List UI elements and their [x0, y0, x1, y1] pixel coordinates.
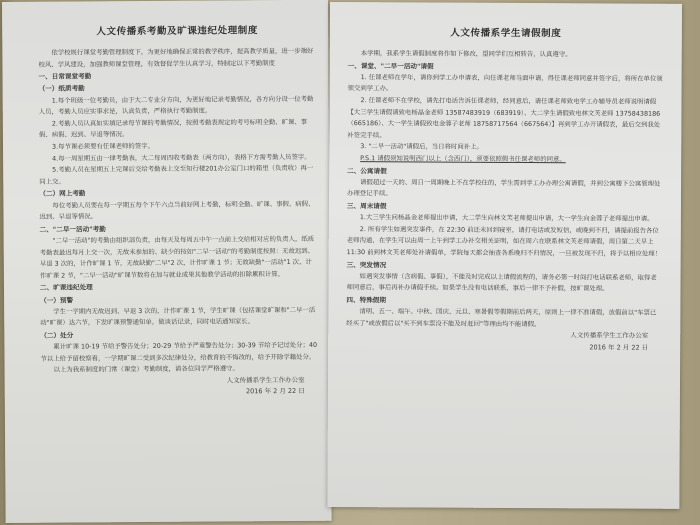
left-paragraph: 累计旷课 10-19 节给予警告处分；20-29 节给予严重警告处分；30-39 节给予记过处分；40 节以上给予留校察看，一学期旷课二受到多次纪律处分，给教育的不悔改的，给予开除学籍处分。	[40, 340, 318, 363]
left-paragraph: 3.每节课必须要有任课老师的签字。	[51, 141, 155, 151]
right-section-heading: 二、公寓请假	[347, 166, 387, 175]
left-paragraph: 学生一学期内无故迟到、早退 3 次的，计作旷课 1 节，学生旷课（包括课堂旷课和"二早一活动"旷课）达六节，下发旷课预警通知单，做谈话记录，同时电话通知家长。	[40, 305, 316, 328]
left-subsection-heading: （一）预警	[40, 296, 74, 305]
right-paragraph: 3. "二早一活动"请假后，当日将时间补上。	[360, 142, 483, 152]
left-subsection-heading: （二）网上考勤	[39, 189, 86, 199]
right-paragraph: 2. 任课老师不在学校，请先打电话告诉任课老师，经同意后，请任课老师致电学工办辅导员老师说明请假【大三学生请假请致电杨晶金老师 13587483919（683919）、大二学生请假致电林文芙老师 13758438186（665186）、大一学生请假致电金蓉子老师 18758717564（667564）】再到学工办开请假表，最后交到我处补签完手续。	[347, 96, 661, 140]
left-paragraph: 5.考勤人员在星期五上完课后交给考勤表上交至知行楼201办公室门口的箱里（负责收）再一同上交。	[39, 163, 314, 186]
right-paragraph: 1.大三学生问杨晶金老师提出申请，大二学生向林文芙老师提出申请，大一学生向金蓉子老师提出申请。	[359, 213, 654, 223]
left-paragraph: 每位考勤人员要在每一学期五每个下午六点当前好网上考勤，标明全勤、旷课、事假、病假、迟到、早退等情况。	[39, 199, 315, 221]
right-paragraph: 清明、五一、端午、中秋、国庆、元旦、寒暑假等假期前后两天，原则上一律不准请假，放假前以"车票已经买了"或放假后以"买不到车票没不能及时赶回"等理由均不能请假。	[346, 307, 657, 328]
left-document-title: 人文传播系考勤及旷课违纪处理制度	[96, 25, 259, 38]
left-section-heading: 一、日常课堂考勤	[38, 72, 92, 81]
right-section-heading: 三、周末请假	[346, 202, 387, 211]
right-paragraph: 2. 所有学生如遇突发事件，在 22:30 前还未回到寝室，请打电话或发短信，或晚到不归，请提前报告各位老师沟通，在学生可以由周一上午到学工办补交相关证明，如在周六在联系林文芙老师请假，周日第二天早上 11:30 前到林文芙老师处补请假单，学院每天都会抽查各系晚归不归情况，一旦被发现不归，将予以相应处理！	[346, 224, 662, 258]
right-note-paragraph: P.S.1 请假须知说明西门以上（含西门），须要依照假书任课老师的同意。	[360, 154, 566, 164]
left-closing-paragraph: 以上为我系制度的门常（课堂）考勤制度，请各位同学严格遵守。	[53, 364, 239, 374]
left-section-heading: 二、"二早一活动"考勤	[39, 225, 106, 234]
left-paragraph: 4.每一周星期五由一律考勤表，大二每周四收考勤表（两方向），表格下方需考勤人员签字。	[52, 152, 311, 163]
left-intro-paragraph: 依学校规行课堂考勤管理制度下，为更好地确保正常的教学秩序，提高教学质量，进一步端好校风、学风建设，加强教师课堂管理，有效督促学生认真学习，特制定以下考勤制度	[38, 46, 314, 69]
left-signature-office: 人文传播系学生工作办公室	[226, 375, 305, 385]
left-subsection-heading: （一）纸质考勤	[38, 84, 85, 94]
right-paragraph: 请假超过一天的、周日一周期晚上不在学校住的，学生需到学工办办理公寓请假，并到公寓楼下公寓管理处办理登记手续。	[346, 177, 661, 198]
left-paragraph: 1.每个班级一位考勤员，由于大二专业分方向，为更好地记录考勤情况，各方向分设一位考勤人员，考勤人员应实事求是，认真负责，严格执行考勤制度。	[38, 94, 314, 116]
right-signature-date: 2016 年 2 月 22 日	[589, 343, 649, 352]
left-section-heading: 二、旷课违纪处理	[39, 283, 93, 293]
left-signature-date: 2016 年 2 月 22 日	[245, 387, 305, 396]
right-paragraph: 1. 任课老师在学年，请你到学工办申请表，向任课老师当面申请，得任课老师同意并签字后，将所在单位领领交到学工办。	[347, 72, 663, 93]
right-document-sheet	[327, 2, 682, 509]
right-section-heading: 四、特殊假期	[346, 295, 387, 305]
left-paragraph: 2.考勤人员认真如实填记录每节课的考勤情况，按照考勤表规定的考号标明全勤、旷课、事假、病假、迟到、早退等情况。	[38, 117, 308, 140]
left-paragraph: "二早一活动"的考勤由组织部负责，由每天及每周五中午一点前上交给相对应的负责人，纸质考勤表最迟每月上交一次，无故未参加的、缺少的按如"二早一活动"的考勤制度按照：无故迟到、早退 3 次的，计作旷课 1 节，无故缺勤"二早"2 次，计作旷课 1 节；无故缺勤"一活动"1 次，计作旷课 2 节，"二早一活动"旷课节数将在加与就业成果其他教学活动的扣除累积计算。	[39, 234, 315, 280]
right-intro-paragraph: 本学期，我系学生请假制度将作如下修改，望同学们互相转告，认真遵守。	[360, 49, 572, 59]
right-paragraph: 如遇突发事情（含病假、事假），不能及时完成以上请假流程的，请务必第一时间打电话联系老师，取得老师同意后，事后再补办请假手续。如果学生没有电话联系，事后一律不予补假，按旷课处理。	[346, 271, 657, 293]
right-section-heading: 一、课堂、"二早一活动"请假	[347, 61, 434, 71]
left-subsection-heading: （二）处分	[40, 331, 74, 340]
left-document-sheet	[2, 0, 332, 523]
right-signature-office: 人文传播系学生工作办公室	[570, 331, 649, 340]
right-document-title: 人文传播系学生请假制度	[450, 27, 562, 40]
right-section-heading: 三、突发情况	[346, 260, 387, 269]
